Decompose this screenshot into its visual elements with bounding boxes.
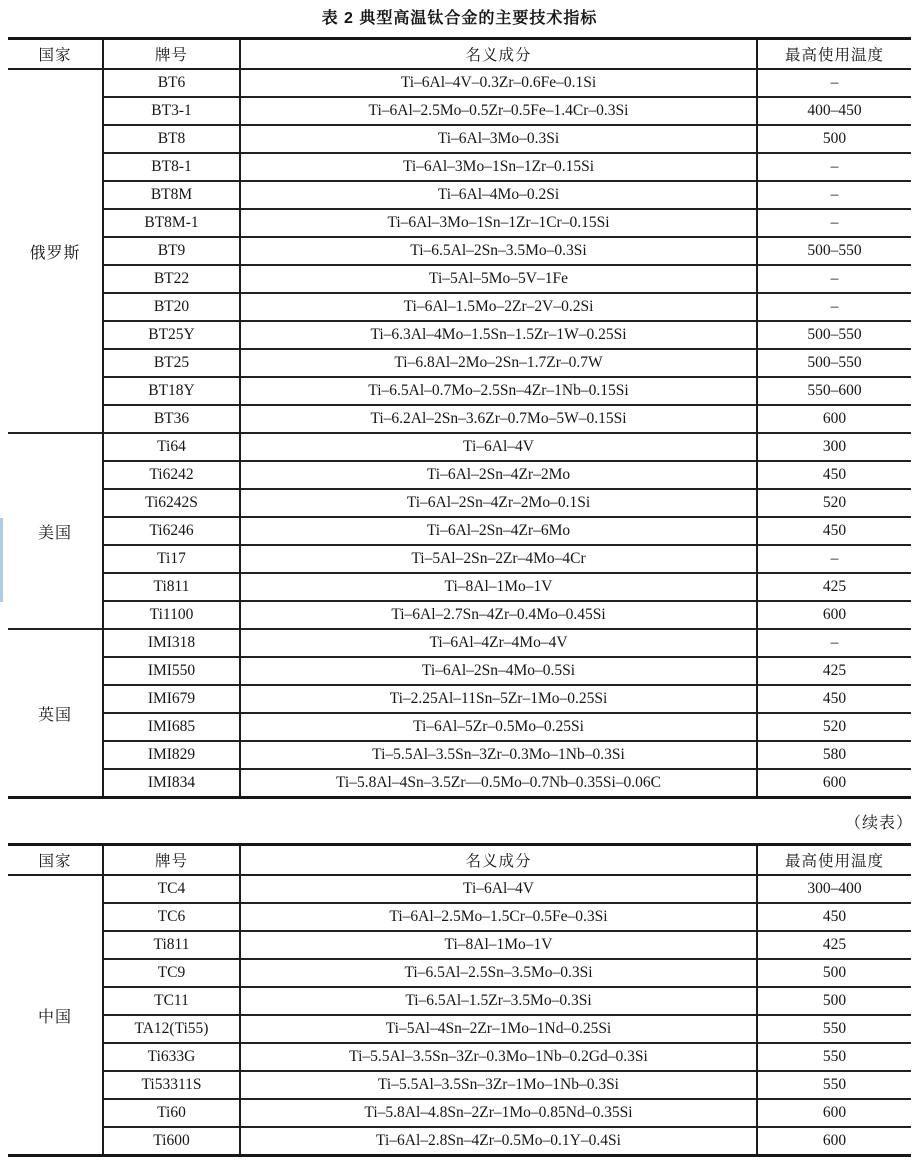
grade-cell: IMI685 (103, 713, 240, 741)
column-header-max-temp: 最高使用温度 (757, 39, 911, 70)
max-temp-cell: 425 (757, 931, 911, 959)
max-temp-cell: 500–550 (757, 321, 911, 349)
table-row (8, 629, 911, 657)
max-temp-cell: – (757, 629, 911, 657)
grade-cell: IMI679 (103, 685, 240, 713)
composition-cell: Ti–6Al–2.5Mo–1.5Cr–0.5Fe–0.3Si (240, 903, 757, 931)
grade-cell: Ti6242S (103, 489, 240, 517)
max-temp-cell: 600 (757, 769, 911, 798)
max-temp-cell: – (757, 153, 911, 181)
country-cell: 中国 (8, 875, 103, 1156)
grade-cell: Ti17 (103, 545, 240, 573)
scan-edge-artifact (0, 518, 3, 602)
composition-cell: Ti–8Al–1Mo–1V (240, 931, 757, 959)
table-row (8, 1015, 911, 1043)
alloy-table-1 (8, 37, 911, 799)
table-row (8, 237, 911, 265)
grade-cell: IMI550 (103, 657, 240, 685)
column-header-grade: 牌号 (103, 39, 240, 70)
grade-cell: IMI834 (103, 769, 240, 798)
composition-cell: Ti–6Al–3Mo–0.3Si (240, 125, 757, 153)
composition-cell: Ti–6Al–2.5Mo–0.5Zr–0.5Fe–1.4Cr–0.3Si (240, 97, 757, 125)
max-temp-cell: 520 (757, 489, 911, 517)
grade-cell: Ti64 (103, 433, 240, 461)
composition-cell: Ti–6.5Al–1.5Zr–3.5Mo–0.3Si (240, 987, 757, 1015)
grade-cell: BT8M-1 (103, 209, 240, 237)
composition-cell: Ti–6Al–3Mo–1Sn–1Zr–1Cr–0.15Si (240, 209, 757, 237)
column-header-composition: 名义成分 (240, 39, 757, 70)
grade-cell: BT22 (103, 265, 240, 293)
composition-cell: Ti–6Al–4V (240, 433, 757, 461)
max-temp-cell: – (757, 69, 911, 97)
table-row (8, 545, 911, 573)
grade-cell: BT8M (103, 181, 240, 209)
grade-cell: TA12(Ti55) (103, 1015, 240, 1043)
composition-cell: Ti–6Al–4Mo–0.2Si (240, 181, 757, 209)
table-row (8, 741, 911, 769)
composition-cell: Ti–5Al–4Sn–2Zr–1Mo–1Nd–0.25Si (240, 1015, 757, 1043)
max-temp-cell: 600 (757, 601, 911, 629)
max-temp-cell: 580 (757, 741, 911, 769)
table-row (8, 405, 911, 433)
max-temp-cell: 600 (757, 1127, 911, 1156)
max-temp-cell: 425 (757, 657, 911, 685)
max-temp-cell: 500–550 (757, 349, 911, 377)
max-temp-cell: 600 (757, 1099, 911, 1127)
max-temp-cell: 600 (757, 405, 911, 433)
table-row (8, 433, 911, 461)
table-row (8, 657, 911, 685)
grade-cell: TC6 (103, 903, 240, 931)
alloy-table-2 (8, 843, 911, 1157)
max-temp-cell: 550 (757, 1015, 911, 1043)
max-temp-cell: 500 (757, 125, 911, 153)
table-row (8, 489, 911, 517)
grade-cell: BT9 (103, 237, 240, 265)
table-row (8, 1043, 911, 1071)
country-cell: 俄罗斯 (8, 69, 103, 433)
table-row (8, 349, 911, 377)
grade-cell: TC9 (103, 959, 240, 987)
max-temp-cell: 550 (757, 1071, 911, 1099)
table-2-body (8, 875, 911, 1156)
composition-cell: Ti–6.3Al–4Mo–1.5Sn–1.5Zr–1W–0.25Si (240, 321, 757, 349)
composition-cell: Ti–6Al–2.8Sn–4Zr–0.5Mo–0.1Y–0.4Si (240, 1127, 757, 1156)
grade-cell: Ti811 (103, 573, 240, 601)
column-header-max-temp: 最高使用温度 (757, 845, 911, 876)
max-temp-cell: – (757, 181, 911, 209)
table-row (8, 1099, 911, 1127)
table-row (8, 959, 911, 987)
grade-cell: Ti600 (103, 1127, 240, 1156)
table-row (8, 153, 911, 181)
table-1-body (8, 69, 911, 798)
composition-cell: Ti–5.5Al–3.5Sn–3Zr–0.3Mo–1Nb–0.2Gd–0.3Si (240, 1043, 757, 1071)
grade-cell: BT25Y (103, 321, 240, 349)
table-row (8, 987, 911, 1015)
composition-cell: Ti–5.8Al–4.8Sn–2Zr–1Mo–0.85Nd–0.35Si (240, 1099, 757, 1127)
composition-cell: Ti–5.5Al–3.5Sn–3Zr–0.3Mo–1Nb–0.3Si (240, 741, 757, 769)
max-temp-cell: 520 (757, 713, 911, 741)
table-row (8, 685, 911, 713)
composition-cell: Ti–6Al–2Sn–4Mo–0.5Si (240, 657, 757, 685)
grade-cell: Ti811 (103, 931, 240, 959)
composition-cell: Ti–6.5Al–2.5Sn–3.5Mo–0.3Si (240, 959, 757, 987)
table-row (8, 875, 911, 903)
composition-cell: Ti–5Al–5Mo–5V–1Fe (240, 265, 757, 293)
max-temp-cell: 400–450 (757, 97, 911, 125)
country-cell: 英国 (8, 629, 103, 798)
composition-cell: Ti–6.8Al–2Mo–2Sn–1.7Zr–0.7W (240, 349, 757, 377)
grade-cell: TC4 (103, 875, 240, 903)
composition-cell: Ti–6Al–5Zr–0.5Mo–0.25Si (240, 713, 757, 741)
composition-cell: Ti–8Al–1Mo–1V (240, 573, 757, 601)
max-temp-cell: 550–600 (757, 377, 911, 405)
table-row (8, 377, 911, 405)
table-row (8, 903, 911, 931)
grade-cell: BT20 (103, 293, 240, 321)
table-row (8, 125, 911, 153)
max-temp-cell: 500 (757, 987, 911, 1015)
column-header-grade: 牌号 (103, 845, 240, 876)
table-row (8, 265, 911, 293)
grade-cell: BT8-1 (103, 153, 240, 181)
grade-cell: BT6 (103, 69, 240, 97)
max-temp-cell: 300–400 (757, 875, 911, 903)
composition-cell: Ti–6.2Al–2Sn–3.6Zr–0.7Mo–5W–0.15Si (240, 405, 757, 433)
composition-cell: Ti–6Al–2Sn–4Zr–2Mo–0.1Si (240, 489, 757, 517)
table-row (8, 461, 911, 489)
max-temp-cell: 300 (757, 433, 911, 461)
grade-cell: Ti53311S (103, 1071, 240, 1099)
table-1-header (8, 39, 911, 70)
grade-cell: BT25 (103, 349, 240, 377)
table-row (8, 931, 911, 959)
grade-cell: Ti633G (103, 1043, 240, 1071)
max-temp-cell: 450 (757, 517, 911, 545)
composition-cell: Ti–6.5Al–2Sn–3.5Mo–0.3Si (240, 237, 757, 265)
max-temp-cell: 550 (757, 1043, 911, 1071)
max-temp-cell: 500 (757, 959, 911, 987)
composition-cell: Ti–6Al–1.5Mo–2Zr–2V–0.2Si (240, 293, 757, 321)
grade-cell: BT18Y (103, 377, 240, 405)
continuation-note: （续表） (844, 815, 913, 832)
column-header-country: 国家 (8, 845, 103, 876)
composition-cell: Ti–6Al–4V (240, 875, 757, 903)
max-temp-cell: 500–550 (757, 237, 911, 265)
table-row (8, 209, 911, 237)
max-temp-cell: 450 (757, 685, 911, 713)
grade-cell: IMI318 (103, 629, 240, 657)
composition-cell: Ti–6Al–2.7Sn–4Zr–0.4Mo–0.45Si (240, 601, 757, 629)
max-temp-cell: – (757, 293, 911, 321)
header-row (8, 39, 911, 70)
table-row (8, 321, 911, 349)
grade-cell: Ti60 (103, 1099, 240, 1127)
max-temp-cell: – (757, 545, 911, 573)
composition-cell: Ti–6Al–2Sn–4Zr–2Mo (240, 461, 757, 489)
table-row (8, 601, 911, 629)
grade-cell: BT3-1 (103, 97, 240, 125)
table-row (8, 97, 911, 125)
grade-cell: BT8 (103, 125, 240, 153)
composition-cell: Ti–5Al–2Sn–2Zr–4Mo–4Cr (240, 545, 757, 573)
table-row (8, 769, 911, 798)
composition-cell: Ti–6Al–3Mo–1Sn–1Zr–0.15Si (240, 153, 757, 181)
grade-cell: Ti6246 (103, 517, 240, 545)
header-row (8, 845, 911, 876)
grade-cell: Ti6242 (103, 461, 240, 489)
grade-cell: TC11 (103, 987, 240, 1015)
composition-cell: Ti–6.5Al–0.7Mo–2.5Sn–4Zr–1Nb–0.15Si (240, 377, 757, 405)
table-2-header (8, 845, 911, 876)
composition-cell: Ti–2.25Al–11Sn–5Zr–1Mo–0.25Si (240, 685, 757, 713)
composition-cell: Ti–6Al–4V–0.3Zr–0.6Fe–0.1Si (240, 69, 757, 97)
table-row (8, 1127, 911, 1156)
composition-cell: Ti–6Al–2Sn–4Zr–6Mo (240, 517, 757, 545)
composition-cell: Ti–5.5Al–3.5Sn–3Zr–1Mo–1Nb–0.3Si (240, 1071, 757, 1099)
max-temp-cell: 425 (757, 573, 911, 601)
table-row (8, 181, 911, 209)
table-row (8, 293, 911, 321)
table-row (8, 517, 911, 545)
table-row (8, 1071, 911, 1099)
table-row (8, 713, 911, 741)
max-temp-cell: – (757, 209, 911, 237)
table-title: 表 2 典型高温钛合金的主要技术指标 (321, 10, 598, 27)
max-temp-cell: 450 (757, 461, 911, 489)
table-row (8, 573, 911, 601)
max-temp-cell: 450 (757, 903, 911, 931)
composition-cell: Ti–5.8Al–4Sn–3.5Zr––0.5Mo–0.7Nb–0.35Si–0.06C (240, 769, 757, 798)
grade-cell: IMI829 (103, 741, 240, 769)
column-header-country: 国家 (8, 39, 103, 70)
max-temp-cell: – (757, 265, 911, 293)
composition-cell: Ti–6Al–4Zr–4Mo–4V (240, 629, 757, 657)
column-header-composition: 名义成分 (240, 845, 757, 876)
grade-cell: Ti1100 (103, 601, 240, 629)
country-cell: 美国 (8, 433, 103, 629)
table-row (8, 69, 911, 97)
grade-cell: BT36 (103, 405, 240, 433)
